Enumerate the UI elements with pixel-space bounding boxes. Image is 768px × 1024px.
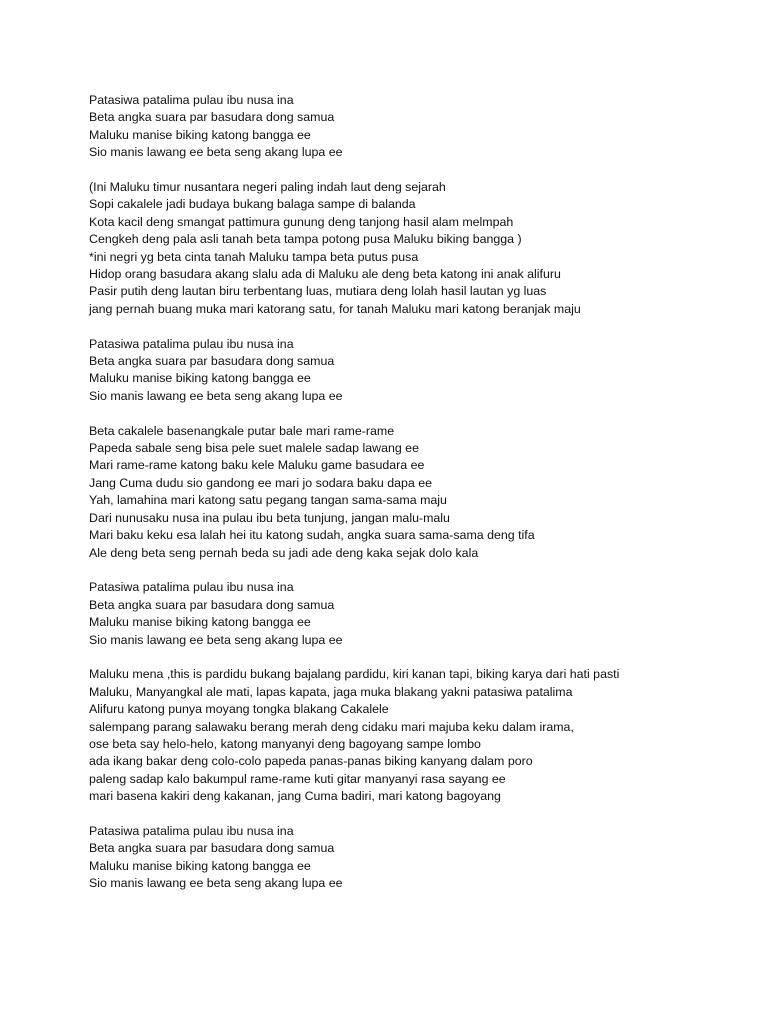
lyric-line: Beta angka suara par basudara dong samua: [89, 841, 335, 856]
lyric-line: Kota kacil deng smangat pattimura gunung deng tanjong hasil alam melmpah: [89, 214, 514, 229]
lyric-line: (Ini Maluku timur nusantara negeri paling indah laut deng sejarah: [89, 180, 446, 195]
lyric-line: ada ikang bakar deng colo-colo papeda panas-panas biking kanyang dalam poro: [89, 754, 533, 769]
lyric-line: Pasir putih deng lautan biru terbentang luas, mutiara deng lolah hasil lautan yg luas: [89, 284, 547, 299]
lyric-line: Maluku manise biking katong bangga ee: [89, 127, 311, 142]
lyric-line: jang pernah buang muka mari katorang satu, for tanah Maluku mari katong beranjak maju: [89, 301, 581, 316]
lyric-line: Sio manis lawang ee beta seng akang lupa ee: [89, 388, 343, 403]
stanza-chorus-3: [89, 579, 749, 649]
lyric-line: Hidop orang basudara akang slalu ada di Maluku ale deng beta katong ini anak alifuru: [89, 267, 561, 282]
lyric-line: ose beta say helo-helo, katong manyanyi deng bagoyang sampe lombo: [89, 736, 481, 751]
lyrics-document: [89, 92, 749, 910]
lyric-line: Beta angka suara par basudara dong samua: [89, 110, 335, 125]
stanza-chorus-2: [89, 336, 749, 406]
lyric-line: salempang parang salawaku berang merah deng cidaku mari majuba keku dalam irama,: [89, 719, 574, 734]
lyric-line: Beta angka suara par basudara dong samua: [89, 354, 335, 369]
stanza-chorus-1: [89, 92, 749, 162]
lyric-line: Dari nunusaku nusa ina pulau ibu beta tunjung, jangan malu-malu: [89, 510, 450, 525]
lyric-line: Yah, lamahina mari katong satu pegang tangan sama-sama maju: [89, 493, 447, 508]
lyric-line: Beta angka suara par basudara dong samua: [89, 597, 335, 612]
lyric-line: Sio manis lawang ee beta seng akang lupa ee: [89, 145, 343, 160]
lyric-line: Maluku manise biking katong bangga ee: [89, 858, 311, 873]
lyric-line: mari basena kakiri deng kakanan, jang Cuma badiri, mari katong bagoyang: [89, 789, 501, 804]
lyric-line: Patasiwa patalima pulau ibu nusa ina: [89, 93, 294, 107]
stanza-verse-2: [89, 423, 749, 562]
lyric-line: Mari baku keku esa lalah hei itu katong sudah, angka suara sama-sama deng tifa: [89, 528, 535, 543]
lyric-line: paleng sadap kalo bakumpul rame-rame kuti gitar manyanyi rasa sayang ee: [89, 771, 506, 786]
lyric-line: Maluku manise biking katong bangga ee: [89, 371, 311, 386]
lyric-line: Mari rame-rame katong baku kele Maluku game basudara ee: [89, 458, 425, 473]
lyric-line: Ale deng beta seng pernah beda su jadi ade deng kaka sejak dolo kala: [89, 545, 479, 560]
stanza-chorus-4: [89, 823, 749, 893]
stanza-rap: [89, 666, 749, 805]
lyric-line: Beta cakalele basenangkale putar bale mari rame-rame: [89, 423, 395, 438]
lyric-line: Alifuru katong punya moyang tongka blakang Cakalele: [89, 702, 389, 717]
lyric-line: Cengkeh deng pala asli tanah beta tampa potong pusa Maluku biking bangga ): [89, 232, 522, 247]
lyric-line: *ini negri yg beta cinta tanah Maluku tampa beta putus pusa: [89, 249, 419, 264]
lyric-line: Patasiwa patalima pulau ibu nusa ina: [89, 336, 294, 351]
lyric-line: Maluku manise biking katong bangga ee: [89, 615, 311, 630]
lyric-line: Jang Cuma dudu sio gandong ee mari jo sodara baku dapa ee: [89, 475, 433, 490]
lyric-line: Papeda sabale seng bisa pele suet malele sadap lawang ee: [89, 441, 419, 456]
lyric-line: Sio manis lawang ee beta seng akang lupa ee: [89, 632, 343, 647]
lyric-line: Maluku mena ,this is pardidu bukang bajalang pardidu, kiri kanan tapi, biking karya dari hati pasti: [89, 667, 620, 682]
lyric-line: Sio manis lawang ee beta seng akang lupa ee: [89, 876, 343, 891]
lyric-line: Sopi cakalele jadi budaya bukang balaga sampe di balanda: [89, 197, 416, 212]
lyric-line: Patasiwa patalima pulau ibu nusa ina: [89, 823, 294, 838]
lyric-line: Patasiwa patalima pulau ibu nusa ina: [89, 580, 294, 595]
stanza-verse-1: [89, 179, 749, 318]
lyric-line: Maluku, Manyangkal ale mati, lapas kapata, jaga muka blakang yakni patasiwa patalima: [89, 684, 573, 699]
